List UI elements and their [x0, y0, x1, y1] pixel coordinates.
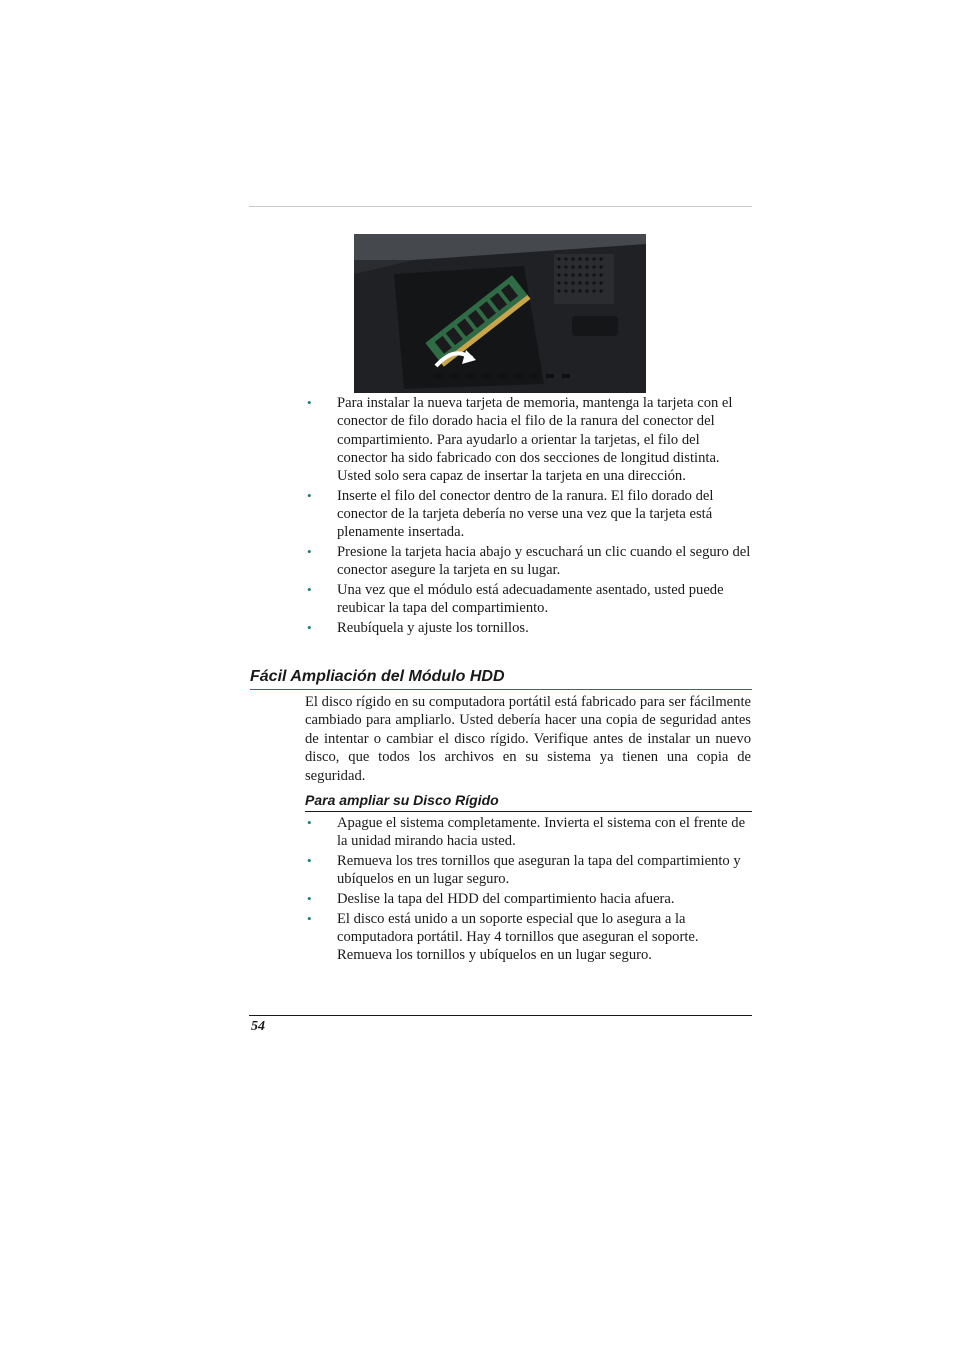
list-item: • Para instalar la nueva tarjeta de memoria, mantenga la tarjeta con el conector de filo dorado hacia el filo de la ranura del conector del compartimiento. Para ayudarlo a orientar la tarjetas, el filo del conector ha sido fabricado con dos secciones de longitud distinta. Usted solo sera capaz de insertar la tarjeta en una dirección. [307, 395, 733, 485]
section-heading: Fácil Ampliación del Módulo HDD [250, 667, 752, 690]
footer-rule [249, 1015, 752, 1016]
subsection-heading: Para ampliar su Disco Rígido [305, 791, 752, 812]
bullet-icon: • [307, 582, 312, 598]
bullet-icon: • [307, 620, 312, 636]
bullet-icon: • [307, 910, 312, 926]
bullet-icon: • [307, 890, 312, 906]
list-item: • Remueva los tres tornillos que aseguran la tapa del compartimiento y ubíquelos en un lugar seguro. [307, 852, 741, 888]
page-number: 54 [251, 1019, 265, 1034]
bullet-icon: • [307, 395, 312, 410]
list-item: • Una vez que el módulo está adecuadamente asentado, usted puede reubicar la tapa del compartimiento. [307, 582, 724, 617]
list-item: • Presione la tarjeta hacia abajo y escuchará un clic cuando el seguro del conector asegure la tarjeta en su lugar. [307, 544, 751, 579]
list-item: • El disco está unido a un soporte especial que lo asegura a la computadora portátil. Hay 4 tornillos que aseguran el soporte. Remueva los tornillos y ubíquelos en un lugar seguro. [307, 910, 699, 964]
bullet-icon: • [307, 852, 312, 868]
list-item: • Apague el sistema completamente. Invierta el sistema con el frente de la unidad mirando hacia usted. [307, 815, 746, 850]
list-item: • Inserte el filo del conector dentro de la ranura. El filo dorado del conector de la tarjeta debería no verse una vez que la tarjeta está plenamente insertada. [307, 487, 714, 541]
memory-install-steps [305, 394, 752, 639]
bullet-icon: • [307, 815, 312, 830]
list-item: • Deslise la tapa del HDD del compartimiento hacia afuera. [307, 890, 675, 907]
bullet-icon: • [307, 544, 312, 560]
section-paragraph: El disco rígido en su computadora portátil está fabricado para ser fácilmente cambiado para ampliarlo. Usted debería hacer una copia de seguridad antes de intentar o cambiar el disco rígido. Verifique antes de instalar un nuevo disco, que todos los archivos en su sistema ya tienen una copia de seguridad. [305, 694, 751, 784]
list-item: • Reubíquela y ajuste los tornillos. [307, 620, 529, 637]
bullet-icon: • [307, 487, 312, 503]
memory-module-photo [354, 234, 646, 393]
header-rule [249, 206, 752, 207]
hdd-upgrade-steps [305, 814, 752, 966]
